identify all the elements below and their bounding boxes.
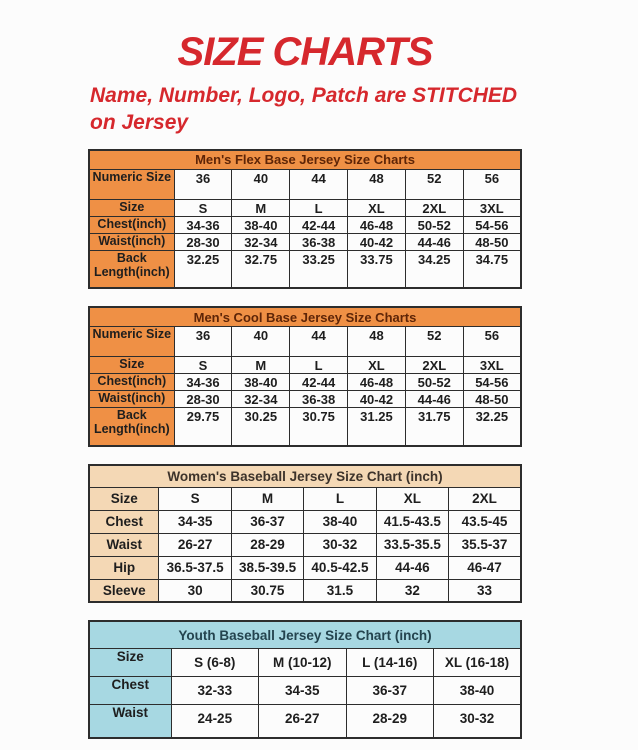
size-value-cell: XL (16-18) <box>433 649 521 677</box>
mens-flex-base-size-table <box>88 149 522 290</box>
table-row <box>89 621 521 649</box>
size-value-cell: 3XL <box>463 199 521 216</box>
size-value-cell: 28-29 <box>346 705 433 738</box>
size-value-cell: 44-46 <box>405 233 463 250</box>
size-value-cell: 48-50 <box>463 233 521 250</box>
table-row <box>89 556 521 579</box>
page-title: SIZE CHARTS <box>177 30 433 74</box>
page-subtitle <box>90 82 522 137</box>
size-value-cell: 40 <box>232 327 290 357</box>
row-header-cell: Waist <box>89 533 159 556</box>
size-value-cell: 36-38 <box>290 233 348 250</box>
row-header-cell: Chest <box>89 510 159 533</box>
size-value-cell: 32.25 <box>463 408 521 446</box>
size-value-cell: XL <box>348 357 406 374</box>
size-value-cell: 30-32 <box>304 533 376 556</box>
row-header-cell: Back Length(inch) <box>89 408 174 446</box>
size-value-cell: 26-27 <box>159 533 231 556</box>
size-value-cell: M <box>232 199 290 216</box>
row-header-cell: Size <box>89 487 159 510</box>
size-chart-page <box>88 0 522 739</box>
table-row <box>89 510 521 533</box>
size-value-cell: 35.5-37 <box>449 533 521 556</box>
size-value-cell: 29.75 <box>174 408 232 446</box>
size-value-cell: 28-30 <box>174 391 232 408</box>
size-value-cell: S <box>174 199 232 216</box>
table-row <box>89 487 521 510</box>
size-value-cell: 2XL <box>405 199 463 216</box>
size-value-cell: S <box>159 487 231 510</box>
size-value-cell: 38-40 <box>433 677 521 705</box>
size-value-cell: 32-34 <box>232 233 290 250</box>
row-header-cell: Back Length(inch) <box>89 250 174 288</box>
size-value-cell: 38-40 <box>232 374 290 391</box>
size-value-cell: 30.75 <box>231 579 303 602</box>
size-value-cell: 36-37 <box>231 510 303 533</box>
size-value-cell: 2XL <box>405 357 463 374</box>
size-value-cell: 52 <box>405 327 463 357</box>
size-value-cell: 42-44 <box>290 374 348 391</box>
table-row <box>89 216 521 233</box>
size-value-cell: 41.5-43.5 <box>376 510 448 533</box>
size-value-cell: 3XL <box>463 357 521 374</box>
row-header-cell: Hip <box>89 556 159 579</box>
size-value-cell: 42-44 <box>290 216 348 233</box>
table-row <box>89 357 521 374</box>
table-row <box>89 391 521 408</box>
size-value-cell: 43.5-45 <box>449 510 521 533</box>
size-value-cell: XL <box>348 199 406 216</box>
size-value-cell: 26-27 <box>259 705 346 738</box>
womens-baseball-size-table <box>88 464 522 604</box>
table-row <box>89 649 521 677</box>
size-value-cell: 33 <box>449 579 521 602</box>
row-header-cell: Waist <box>89 705 171 738</box>
table-title: Men's Cool Base Jersey Size Charts <box>89 307 521 327</box>
size-value-cell: 34.75 <box>463 250 521 288</box>
size-value-cell: 56 <box>463 169 521 199</box>
size-value-cell: 40-42 <box>348 233 406 250</box>
size-value-cell: 44 <box>290 169 348 199</box>
row-header-cell: Chest(inch) <box>89 216 174 233</box>
size-value-cell: 32 <box>376 579 448 602</box>
table-title: Men's Flex Base Jersey Size Charts <box>89 150 521 170</box>
row-header-cell: Waist(inch) <box>89 233 174 250</box>
table-row <box>89 150 521 170</box>
size-value-cell: 36 <box>174 327 232 357</box>
size-value-cell: 36-38 <box>290 391 348 408</box>
size-value-cell: 56 <box>463 327 521 357</box>
row-header-cell: Chest(inch) <box>89 374 174 391</box>
size-value-cell: 32.25 <box>174 250 232 288</box>
row-header-cell: Size <box>89 357 174 374</box>
size-value-cell: 48-50 <box>463 391 521 408</box>
table-row <box>89 705 521 738</box>
size-value-cell: 54-56 <box>463 374 521 391</box>
size-value-cell: 40 <box>232 169 290 199</box>
table-row <box>89 327 521 357</box>
size-value-cell: 32-33 <box>171 677 258 705</box>
size-value-cell: 36.5-37.5 <box>159 556 231 579</box>
size-value-cell: 34-35 <box>259 677 346 705</box>
size-value-cell: 40.5-42.5 <box>304 556 376 579</box>
size-value-cell: 52 <box>405 169 463 199</box>
mens-cool-base-size-table <box>88 306 522 447</box>
size-value-cell: 44-46 <box>405 391 463 408</box>
size-value-cell: 32-34 <box>232 391 290 408</box>
size-value-cell: 54-56 <box>463 216 521 233</box>
size-value-cell: L <box>290 199 348 216</box>
size-value-cell: 40-42 <box>348 391 406 408</box>
table-title: Youth Baseball Jersey Size Chart (inch) <box>89 621 521 649</box>
row-header-cell: Chest <box>89 677 171 705</box>
table-row <box>89 374 521 391</box>
size-value-cell: 30 <box>159 579 231 602</box>
size-value-cell: 34-36 <box>174 374 232 391</box>
size-value-cell: 30-32 <box>433 705 521 738</box>
size-value-cell: L <box>290 357 348 374</box>
size-value-cell: 31.75 <box>405 408 463 446</box>
size-value-cell: 33.5-35.5 <box>376 533 448 556</box>
size-value-cell: 34-36 <box>174 216 232 233</box>
row-header-cell: Sleeve <box>89 579 159 602</box>
size-value-cell: 46-47 <box>449 556 521 579</box>
size-value-cell: 2XL <box>449 487 521 510</box>
table-row <box>89 408 521 446</box>
size-value-cell: M <box>232 357 290 374</box>
size-value-cell: 44 <box>290 327 348 357</box>
size-value-cell: 30.75 <box>290 408 348 446</box>
size-value-cell: 38-40 <box>232 216 290 233</box>
size-value-cell: 31.25 <box>348 408 406 446</box>
table-row <box>89 465 521 488</box>
size-value-cell: S (6-8) <box>171 649 258 677</box>
size-value-cell: 44-46 <box>376 556 448 579</box>
size-value-cell: 34-35 <box>159 510 231 533</box>
row-header-cell: Numeric Size <box>89 169 174 199</box>
table-row <box>89 533 521 556</box>
youth-baseball-size-table <box>88 620 522 739</box>
size-value-cell: 36 <box>174 169 232 199</box>
size-value-cell: 28-29 <box>231 533 303 556</box>
size-value-cell: 50-52 <box>405 216 463 233</box>
table-title: Women's Baseball Jersey Size Chart (inch) <box>89 465 521 488</box>
size-value-cell: L <box>304 487 376 510</box>
size-value-cell: M (10-12) <box>259 649 346 677</box>
table-row <box>89 233 521 250</box>
size-value-cell: 24-25 <box>171 705 258 738</box>
table-row <box>89 250 521 288</box>
size-value-cell: M <box>231 487 303 510</box>
row-header-cell: Size <box>89 649 171 677</box>
size-value-cell: 48 <box>348 327 406 357</box>
size-value-cell: 38.5-39.5 <box>231 556 303 579</box>
size-value-cell: XL <box>376 487 448 510</box>
size-value-cell: 31.5 <box>304 579 376 602</box>
page-subtitle-line2: on Jersey <box>90 111 189 135</box>
row-header-cell: Waist(inch) <box>89 391 174 408</box>
size-value-cell: 34.25 <box>405 250 463 288</box>
size-value-cell: 48 <box>348 169 406 199</box>
row-header-cell: Numeric Size <box>89 327 174 357</box>
table-row <box>89 677 521 705</box>
size-value-cell: S <box>174 357 232 374</box>
size-value-cell: 33.25 <box>290 250 348 288</box>
size-value-cell: 38-40 <box>304 510 376 533</box>
size-value-cell: 33.75 <box>348 250 406 288</box>
size-value-cell: 32.75 <box>232 250 290 288</box>
table-row <box>89 169 521 199</box>
table-row <box>89 579 521 602</box>
size-value-cell: 50-52 <box>405 374 463 391</box>
size-value-cell: 30.25 <box>232 408 290 446</box>
table-row <box>89 307 521 327</box>
size-value-cell: 46-48 <box>348 216 406 233</box>
size-value-cell: 28-30 <box>174 233 232 250</box>
row-header-cell: Size <box>89 199 174 216</box>
page-subtitle-line1: Name, Number, Logo, Patch are STITCHED <box>90 84 518 107</box>
size-value-cell: 36-37 <box>346 677 433 705</box>
size-value-cell: L (14-16) <box>346 649 433 677</box>
size-value-cell: 46-48 <box>348 374 406 391</box>
table-row <box>89 199 521 216</box>
